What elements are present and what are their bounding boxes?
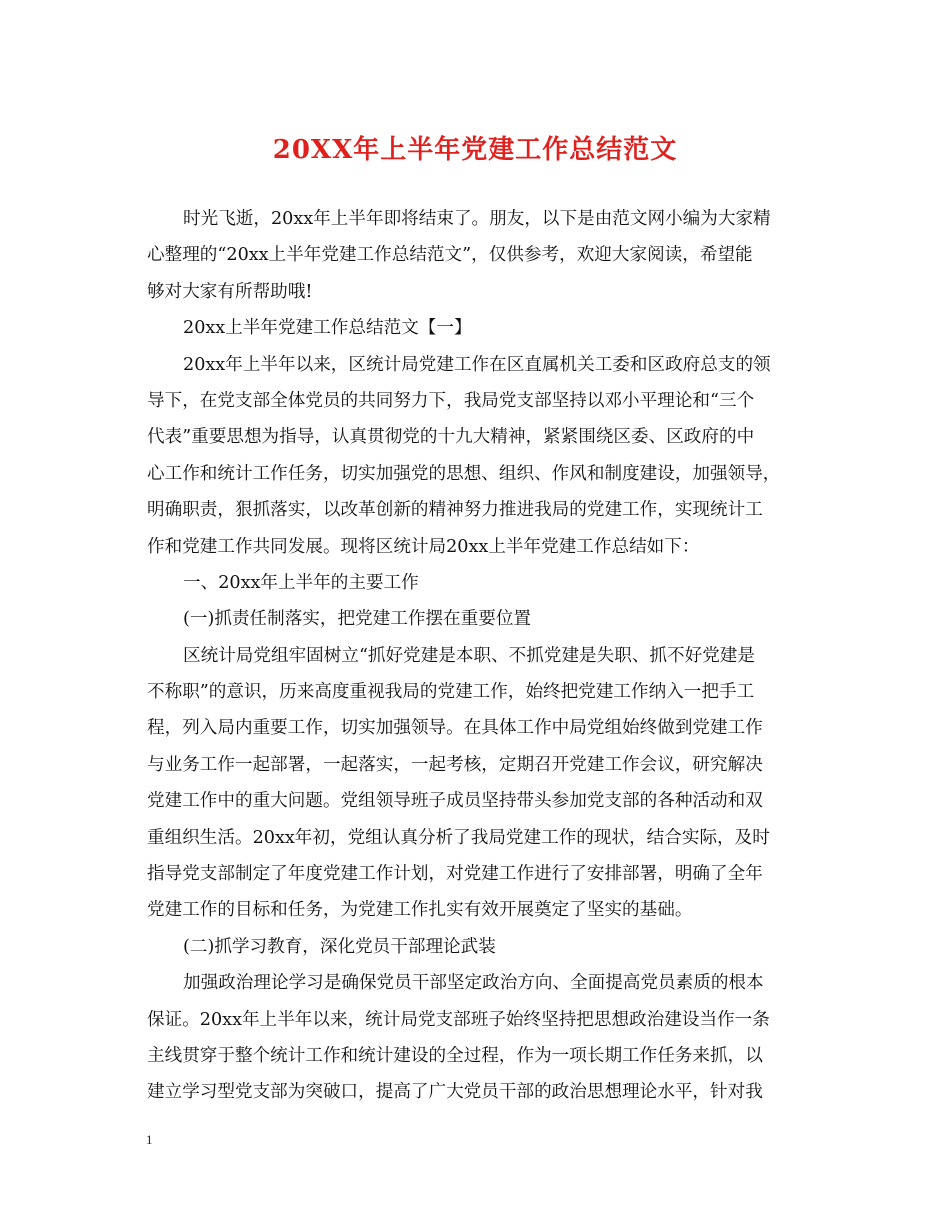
body-line: 时光飞逝，20xx年上半年即将结束了。朋友，以下是由范文网小编为大家精 (183, 209, 771, 229)
body-line: 程，列入局内重要工作，切实加强领导。在具体工作中局党组始终做到党建工作 (147, 718, 763, 739)
body-line: 明确职责，狠抓落实，以改革创新的精神努力推进我局的党建工作，实现统计工 (147, 500, 763, 521)
document-body (147, 201, 807, 1111)
body-line: 主线贯穿于整个统计工作和统计建设的全过程，作为一项长期工作任务来抓，以 (147, 1045, 763, 1066)
body-line: 党建工作的目标和任务，为党建工作扎实有效开展奠定了坚实的基础。 (147, 900, 693, 921)
body-line: 20xx年上半年以来，区统计局党建工作在区直属机关工委和区政府总支的领 (183, 354, 771, 375)
body-line: 建立学习型党支部为突破口，提高了广大党员干部的政治思想理论水平，针对我 (147, 1082, 763, 1103)
body-line: 党建工作中的重大问题。党组领导班子成员坚持带头参加党支部的各种活动和双 (147, 791, 763, 812)
body-line: (一)抓责任制落实，把党建工作摆在重要位置 (183, 609, 532, 630)
body-line: 保证。20xx年上半年以来，统计局党支部班子始终坚持把思想政治建设当作一条 (147, 1009, 770, 1030)
document-title: 20XX年上半年党建工作总结范文 (272, 135, 678, 165)
body-line: (二)抓学习教育，深化党员干部理论武装 (183, 936, 496, 957)
body-line: 心工作和统计工作任务，切实加强党的思想、组织、作风和制度建设，加强领导， (147, 463, 781, 484)
body-line: 加强政治理论学习是确保党员干部坚定政治方向、全面提高党员素质的根本 (183, 973, 764, 994)
body-line: 心整理的“20xx上半年党建工作总结范文”，仅供参考，欢迎大家阅读，希望能 (147, 245, 753, 266)
body-line: 导下，在党支部全体党员的共同努力下，我局党支部坚持以邓小平理论和“三个 (147, 390, 755, 411)
body-line: 重组织生活。20xx年初，党组认真分析了我局党建工作的现状，结合实际，及时 (147, 827, 770, 848)
body-line: 够对大家有所帮助哦! (147, 281, 313, 302)
body-line: 一、20xx年上半年的主要工作 (183, 572, 419, 593)
body-line: 不称职”的意识，历来高度重视我局的党建工作，始终把党建工作纳入一把手工 (147, 682, 755, 703)
body-line: 20xx上半年党建工作总结范文【一】 (183, 318, 472, 339)
body-line: 作和党建工作共同发展。现将区统计局20xx上半年党建工作总结如下： (147, 536, 700, 557)
body-line: 指导党支部制定了年度党建工作计划，对党建工作进行了安排部署，明确了全年 (147, 864, 763, 885)
page-number: 1 (146, 1132, 153, 1147)
body-line: 区统计局党组牢固树立“抓好党建是本职、不抓党建是失职、抓不好党建是 (183, 645, 755, 666)
body-line: 与业务工作一起部署，一起落实，一起考核，定期召开党建工作会议，研究解决 (147, 754, 763, 775)
body-line: 代表”重要思想为指导，认真贯彻党的十九大精神，紧紧围绕区委、区政府的中 (147, 427, 755, 448)
